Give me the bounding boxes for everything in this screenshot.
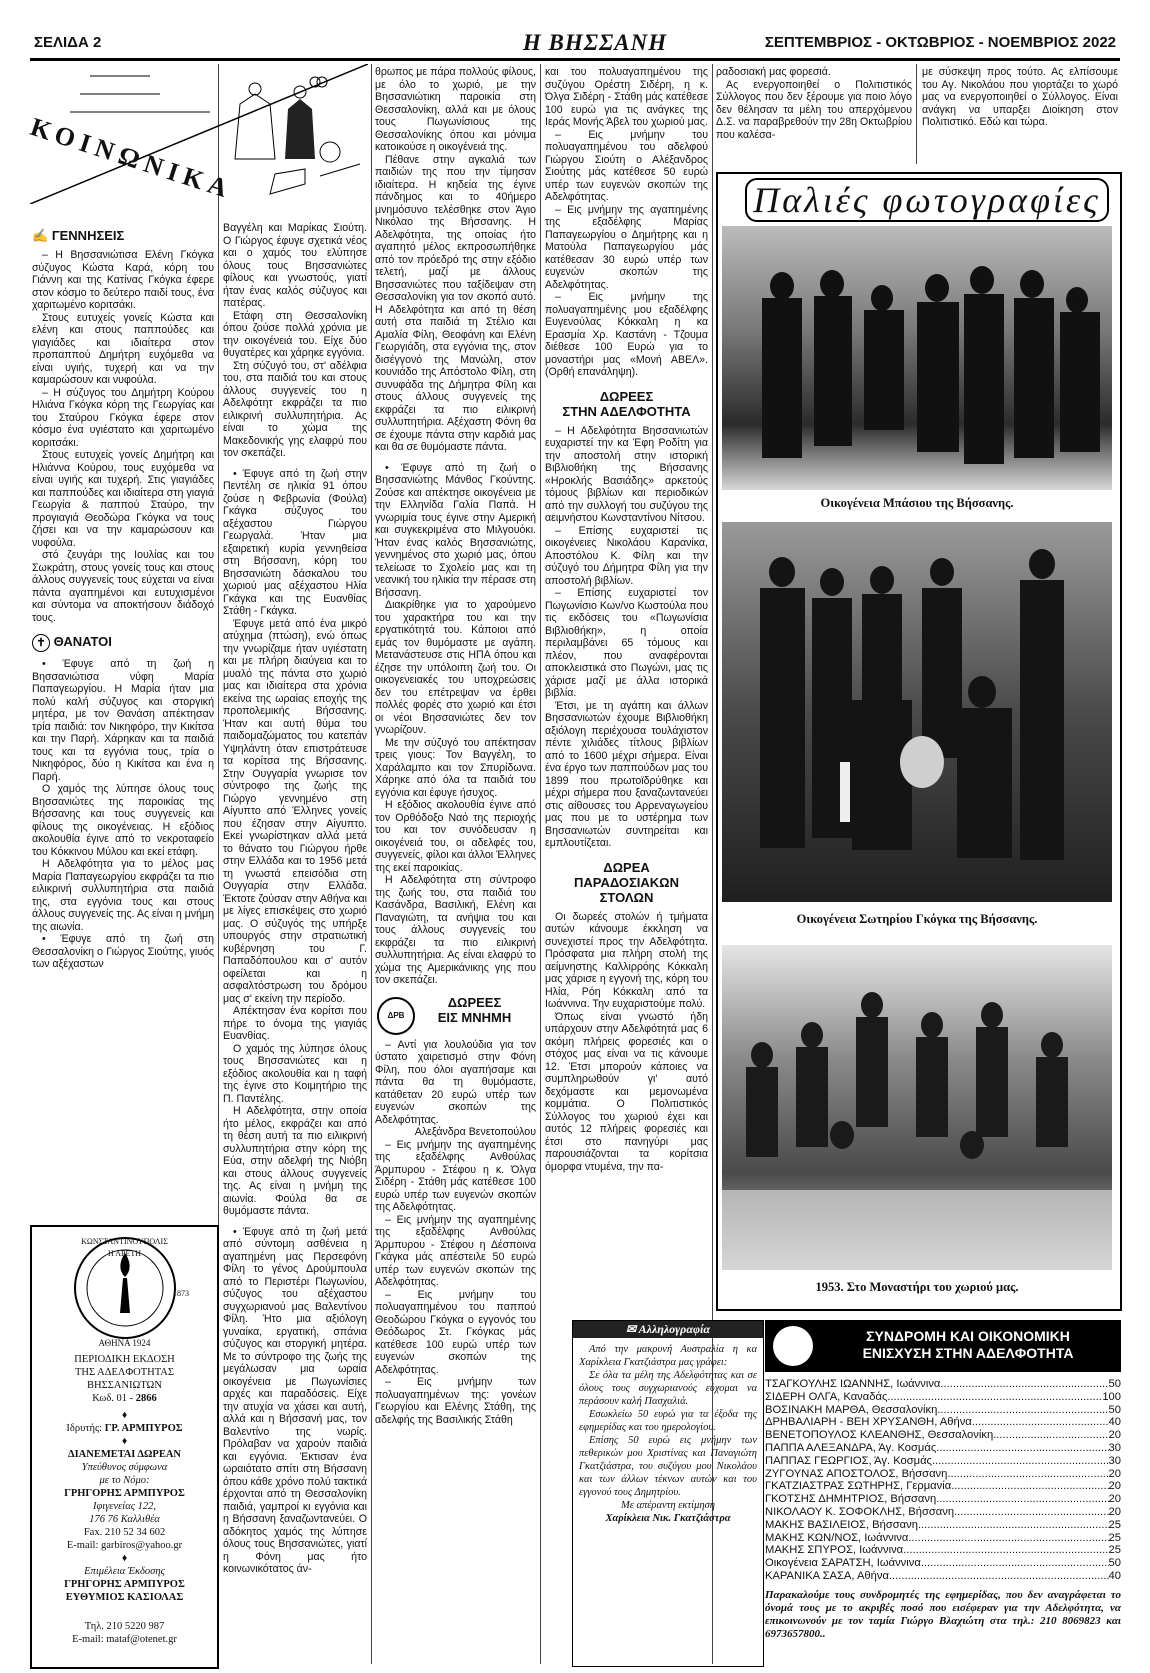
info-phone: Τηλ. 210 5220 987 xyxy=(84,1621,165,1632)
deaths-title: ΘΑΝΑΤΟΙ xyxy=(53,634,112,649)
subscriptions-note: Παρακαλούμε τους συνδρομητές της εφημερίδας, που δεν αναγράφεται το όνομά τους με το ακριβές ποσό που εισέφεραν για την Αδελφότητα, να επικοινωνούν με τον ταμία Γιώργο Βλαχιώτη στα τηλ.: 210 8069823 και 6973657800.. xyxy=(765,1588,1121,1640)
correspondence-box xyxy=(572,1320,764,1667)
leader-dots xyxy=(903,1544,1108,1557)
letter-signature: Χαρίκλεια Νικ. Γκατζιάστρα xyxy=(605,1513,731,1524)
article-paragraph: Όπως είναι γνωστό ήδη υπάρχουν στην Αδελφότητά μας 6 ακόμη πλήρεις φορεσιές και ο στόχος μας είναι να τις κάνουμε 12. Έτσι μπορούν κάποιες να συμπληρωθούν γι' αυτό δεχόμαστε και μεμονωμένα κομμάτια. Ο Πολιτιστικός Σύλλογος του χωριού έχει και αυτός 12 πλήρεις φορεσιές και έτσι στο πανηγύρι μας παρουσιάζονται τα κορίτσια όμορφα ντυμένα, την πα- xyxy=(545,1010,708,1173)
article-paragraph: Ο χαμός της λύπησε όλους τους Βησσανιώτες και η εξόδιος ακολουθία και η ταφή της έγινε στο Κοιμητήριο της Π. Παντέλης. xyxy=(223,1042,367,1105)
article-paragraph: Απέκτησαν ένα κορίτσι που πήρε το όνομα της γιαγιάς Ευανθίας. xyxy=(223,1005,367,1042)
leader-dots xyxy=(936,1442,1108,1455)
article-paragraph: Στους ευτυχείς γονείς Δημήτρη και Ηλιάννα Κούρου, τους ευχόμεθα να είναι υγιής και τυχερή. Στις γιαγιάδες και παππούδες και ιδιαίτερα στη γιαγιά Γεωργία & παππού Σταύρο, την προγιαγιά Θεοδώρα Γκόγκα να τους ζήσει και να την καμαρώσουν και νυφούλα. xyxy=(32,449,214,549)
info-divider: ♦ xyxy=(121,1436,128,1447)
banner-title: ΚΟΙΝΩΝΙΚΑ xyxy=(27,112,237,205)
article-paragraph: – Εις μνήμην της αγαπημένης της εξαδέλφης Ανθούλας Άρμπυρου - Στέφου η κ. Όλγα Σιδέρη - Στάθη μάς κατέθεσε 100 ευρώ υπέρ των ευγενών σκοπών της Αδελφότητας. xyxy=(375,1138,536,1213)
article-paragraph: Έφυγε μετά από ένα μικρό ατύχημα (πτώση), ενώ όπως την γνωρίζαμε ήταν υγιέστατη και με πλήρη διαύγεια και το μυαλό της πάντα στο χωριό μας και ιδιαίτερα στα χρόνια εκείνα της ωραίας εποχής της προπολεμικής Βήσσανης. Ήταν και αυτή θύμα του παιδομαζώματος του κατεπάν Υψηλάντη όταν επιστράτευσε τα κορίτσα της Βήσσανης. Στην Ουγγαρία γνωρισε τον σύντροφο της ζωής της Γιώργο γεννημένο στη Αίγυπτο από Έλληνες γονείς που έζησαν στην Αίγυπτο. Εκεί γνωρίστηκαν αλλά μετά το θάνατο του Γιώργου ήρθε στην Ελλάδα και το 1956 μετά τη γνωστά επεισόδια στη Ουγγαρία στην Ελλάδα. Έκτοτε ζούσαν στην Αθήνα και με λίγες επισκέψεις στο χωριό μας. Ο σύζυγός της υπήρξε υπουργός στην στρατιωτική κυβέρνηση του Γ. Παπαδόπουλου και σ' αυτόν οφείλεται και η ασφαλτόστρωση του δρόμου μας σ' εκείνη την περίοδο. xyxy=(223,617,367,1005)
subscription-amount: 20 xyxy=(1108,1429,1121,1442)
subscription-row xyxy=(765,1480,1121,1493)
article-paragraph: – Εις μνήμην της αγαπημένης της εξαδέλφης Ανθούλας Άρμπυρου - Στέφου η Δέσποινα Γκάγκα μάς απέστειλε 50 ευρώ υπέρ των ευγενών σκοπών της Αδελφότητας. xyxy=(375,1213,536,1288)
info-line: Υπεύθυνος σύμφωνα xyxy=(81,1462,168,1473)
subscription-amount: 30 xyxy=(1108,1454,1121,1467)
subscription-amount: 25 xyxy=(1108,1518,1121,1531)
column-3 xyxy=(375,66,536,1426)
subscription-amount: 40 xyxy=(1108,1416,1121,1429)
subscriber-name: ΠΑΠΠΑΣ ΓΕΩΡΓΙΟΣ, Άγ. Κοσμάς xyxy=(765,1454,932,1467)
section-title: ΔΩΡΕΑ xyxy=(603,859,650,875)
subscription-amount: 30 xyxy=(1108,1441,1121,1454)
subscriber-name: ΔΡΗΒΑΛΙΑΡΗ - ΒΕΗ ΧΡΥΣΑΝΘΗ, Αθήνα xyxy=(765,1416,972,1429)
article-paragraph: Ο χαμός της λύπησε όλους τους Βησσανιώτες της παροικίας της Βήσσανης και τους συγγενείς και φίλους της οικογένειας. Η εξόδιος ακολουθία έγινε από το νεκροταφείο του Κόκκινου Μύλου και εκεί ετάφη. xyxy=(32,783,214,858)
leader-dots xyxy=(889,1570,1109,1583)
subscription-amount: 25 xyxy=(1108,1544,1121,1557)
subscription-row xyxy=(765,1455,1121,1468)
family-photo-basios xyxy=(722,226,1112,490)
memorial-donations-heading xyxy=(375,995,536,1035)
subscriptions-list xyxy=(765,1378,1121,1583)
piggy-bank-icon xyxy=(773,1326,813,1366)
article-paragraph: Διακρίθηκε για το χαρούμενο του χαρακτήρα του και την εργατικότητά του. Κάποιοι από εμάς τον θυμόμαστε με αγάπη. Μετανάστευσε στις ΗΠΑ όπου και έζησε την υπόλοιπη ζωή του. Οι οικογενειακές του υποχρεώσεις δεν του επέτρεψαν να έρθει πολλές φορές στο χωριό και έτσι οι νέοι Βησσανιώτες δεν τον γνωρίζουν. xyxy=(375,599,536,736)
subscriber-name: ΓΚΟΤΣΗΣ ΔΗΜΗΤΡΙΟΣ, Βήσσανη xyxy=(765,1493,937,1506)
photo-figures xyxy=(722,522,1112,902)
subscription-row xyxy=(765,1468,1121,1481)
subscription-amount: 100 xyxy=(1102,1390,1121,1403)
article-paragraph: Ετάφη στη Θεσσαλονίκη όπου ζούσε πολλά χρόνια με την οικογένειά του. Είχε δύο θυγατέρες και χάρηκε εγγόνια. xyxy=(223,309,367,359)
info-email[interactable]: E-mail: garbiros@yahoo.gr xyxy=(66,1540,183,1551)
page-number: ΣΕΛΙΔΑ 2 xyxy=(34,34,102,51)
subscriber-name: ΜΑΚΗΣ ΚΩΝ/ΝΟΣ, Ιωάννινα xyxy=(765,1531,909,1544)
seal-year-founded: 1873 xyxy=(173,1289,189,1298)
article-paragraph: και του πολυαγαπημένου της συζύγου Ορέστη Σιδέρη, η κ. Όλγα Σιδέρη - Στάθη μάς κατέθεσε 100 ευρώ για τις ανάγκες της Ιεράς Μονής Άβελ του χωριού μας. xyxy=(545,66,708,128)
subscriber-name: ΜΑΚΗΣ ΒΑΣΙΛΕΙΟΣ, Βήσσανη xyxy=(765,1518,918,1531)
subscriber-name: ΓΚΑΤΖΙΑΣΤΡΑΣ ΣΩΤΗΡΗΣ, Γερμανία xyxy=(765,1480,952,1493)
leader-dots xyxy=(936,1493,1108,1506)
subscriber-name: ΜΑΚΗΣ ΣΠΥΡΟΣ, Ιωάννινα xyxy=(765,1544,904,1557)
article-paragraph: Η Αδελφότητα στη σύντροφο της ζωής του, στα παιδιά του Κασάνδρα, Βασιλική, Ελένη και Παναγιώτη, τα ανήψια του και τους άλλους συγγενείς του εκφράζει τα πιο ειλικρινή συλλυπητήρια. Ας είναι ελαφρύ το χώμα της Αμερικάνικης γης που τον σκεπάζει. xyxy=(375,874,536,986)
article-paragraph: Στους ευτυχείς γονείς Κώστα και ελένη και στους παππούδες και γιαγιάδες και ιδιαίτερα στον προπαππού Δημήτρη ευχόμεθα να είναι υγιής, τυχερή και να την καμαρώσουν και νυφούλα. xyxy=(32,311,214,386)
section-title: ΣΤΗΝ ΑΔΕΛΦΟΤΗΤΑ xyxy=(562,403,691,419)
section-title: ΔΩΡΕΕΣ xyxy=(599,388,654,404)
column-rule xyxy=(540,64,541,1664)
subscription-row xyxy=(765,1557,1121,1570)
letter-paragraph: Από την μακρυνή Αυστραλία η κα Χαρίκλεια Γκατζιάστρα μας γράφει: xyxy=(579,1344,757,1368)
subscription-row xyxy=(765,1532,1121,1545)
family-photo-gkogkas xyxy=(722,522,1112,902)
subscription-row xyxy=(765,1506,1121,1519)
envelope-icon: ✉ xyxy=(626,1322,639,1336)
info-line: 176 76 Καλλιθέα xyxy=(89,1514,160,1525)
info-founder xyxy=(32,1422,217,1435)
subscription-row xyxy=(765,1570,1121,1583)
info-line: Ιφιγενείας 122, xyxy=(93,1501,156,1512)
subscriber-name: ΚΑΡΑΝΙΚΑ ΣΑΣΑ, Αθήνα xyxy=(765,1569,889,1582)
social-news-banner xyxy=(27,64,368,205)
info-code xyxy=(32,1392,217,1405)
info-divider: ♦ xyxy=(121,1410,128,1421)
subscription-amount: 40 xyxy=(1108,1569,1121,1582)
leader-dots xyxy=(908,1532,1108,1545)
subscriber-name: ΖΥΓΟΥΝΑΣ ΑΠΟΣΤΟΛΟΣ, Βήσσανη xyxy=(765,1467,948,1480)
info-line: με το Νόμο: xyxy=(99,1475,150,1486)
subscription-amount: 20 xyxy=(1108,1467,1121,1480)
article-paragraph: με σύσκεψη προς τούτο. Ας ελπίσουμε του Αγ. Νικολάου που γιορτάζει το χωρό μας να ενεργοποιηθεί ο Σύλλογος. Είναι ανάγκη να υπαρξει Διοίκηση στον Πολιτιστικό. Εδώ και τώρα. xyxy=(922,66,1118,128)
info-line: ΓΡΗΓΟΡΗΣ ΑΡΜΠΥΡΟΣ xyxy=(64,1579,185,1590)
article-paragraph: – Εις μνήμην του πολυαγαπημένου του παππού Θεοδώρου Γκόγκα ο εγγονός του Θεόδωρος Στ. Γκόγκας μάς κατέθεσε 100 ευρώ υπέρ των ευγενών σκοπών της Αδελφότητας. xyxy=(375,1288,536,1376)
births-title: ΓΕΝΝΗΣΕΙΣ xyxy=(51,228,125,243)
article-paragraph: – Εις μνήμην του πολυαγαπημένου του αδελφού Γιώργου Σιούτη ο Αλέξανδρος Σιούτης μάς κατέθεσε 50 ευρώ υπέρ των ευγενών σκοπών της Αδελφότητας. xyxy=(545,128,708,203)
leader-dots xyxy=(921,1557,1109,1570)
hand-icon: ✍ xyxy=(32,228,52,243)
leader-dots xyxy=(932,1455,1109,1468)
leader-dots xyxy=(940,1378,1108,1391)
info-line: ΠΕΡΙΟΔΙΚΗ ΕΚΔΟΣΗ xyxy=(74,1354,175,1365)
leader-dots xyxy=(993,1429,1108,1442)
article-paragraph: • Έφυγε από τη ζωή ο Βησσανιώτης Μάνθος Γκούντης. Ζούσε και απέκτησε οικογένεια με την Ελληνίδα Γαλία Παπά. Η γνωριμία τους έγινε στην Αμερική και συγκεκριμένα στο Μιλγουόκι. Ήταν ένας καλός Βησσανιώτης, γεννημένος στο χωριό μας, όπου τελείωσε το Σχολείο μας και τη νεανική του ηλικία την πέρασε στη Βήσσανη. xyxy=(375,461,536,599)
subscription-row xyxy=(765,1429,1121,1442)
subscription-row xyxy=(765,1416,1121,1429)
article-paragraph: Βαγγέλη και Μαρίκας Σιούτη. Ο Γιώργος έφυγε σχετικά νέος και ο χαμός του ελύπησε όλους τους Βησσανιώτες φίλους και γνωστούς, γιατί ήταν ένας καλός σύζυγος και πατέρας. xyxy=(223,222,367,309)
subscription-row xyxy=(765,1493,1121,1506)
info-line: Επιμέλεια Έκδοσης xyxy=(84,1566,165,1577)
subscription-amount: 50 xyxy=(1108,1403,1121,1416)
subscriber-name: ΝΙΚΟΛΑΟΥ Κ. ΣΟΦΟΚΛΗΣ, Βήσσανη xyxy=(765,1505,955,1518)
subscription-amount: 20 xyxy=(1108,1480,1121,1493)
issue-date: ΣΕΠΤΕΜΒΡΙΟΣ - ΟΚΤΩΒΡΙΟΣ - ΝΟΕΜΒΡΙΟΣ 2022 xyxy=(764,34,1116,51)
subscription-amount: 50 xyxy=(1108,1557,1121,1570)
subscription-amount: 25 xyxy=(1108,1531,1121,1544)
article-paragraph: ραδοσιακή μας φορεσιά. xyxy=(716,66,831,78)
article-paragraph: • Έφυγε από τη ζωή μετά από σύντομη ασθένεια η αγαπημένη μας Περσεφόνη Φίλη το γένος Δρούμπουλα από το Περιστέρι Πωγωνίου, σύζυγος του αξέχαστου συγχωριανού μας Βαλεντίνου Φίλη. Ήτο μια αξιόλογη γυναίκα, εργατική, σπάνια σύζυγος και στοργική μητέρα. Με το σύντροφο της ζωής της μεγάλωσαν μια ωραία οικογένεια με Πωγωνίσιες αρχές και παραδόσεις. Είχε την ατυχία να χάσει και αυτή, αλλά και η Βήσσανή μας, τον Βαλεντίνο της νωρίς. Πρόλαβαν να χαρούν παιδιά και εγγόνια. Έκτισαν ένα ωραιότατο σπίτι στη Βήσσανη όπου κάθε χρόνο πολύ τακτικά έρχονται από τη Θεσσαλονίκη παιδιά, γαμπροί κι εγγόνια και η Βήσσανη ξαναζωντανεύει. Ο αδόκητος χαμός της λύπησε όλους τους Βησσανιώτες, γιατί η Φόνη μας ήτο κοινωνικότατος άν- xyxy=(223,1225,367,1575)
cross-icon: ✝ xyxy=(32,634,50,652)
subscriptions-title: ΕΝΙΣΧΥΣΗ ΣΤΗΝ ΑΔΕΛΦΟΤΗΤΑ xyxy=(862,1345,1074,1361)
article-paragraph: Ας ενεργοποιηθεί ο Πολιτιστικός Σύλλογος που δεν ξέρουμε για ποιο λόγο δεν θέλησαν τα μέλη του απερχόμενου Δ.Σ. να παραβρεθούν την 28η Οκτωβρίου που καλέσα- xyxy=(716,78,912,141)
photo-figures xyxy=(722,945,1112,1270)
leader-dots xyxy=(887,1391,1102,1404)
page-header xyxy=(30,30,1120,61)
column-6 xyxy=(922,66,1118,129)
info-line: ΕΥΘΥΜΙΟΣ ΚΑΣΙΟΛΑΣ xyxy=(65,1592,184,1603)
letter-paragraph: Επίσης 50 ευρώ εις μνήμην των πεθερικών μου Χριστίνας και Παναγιώτη Γκατζιάστρα, του συζύγου μου Νικολάου και των άλλων τέκνων αυτών και του εγγονού τους Δημητρίου. xyxy=(579,1435,757,1498)
subscriber-name: Οικογένεια ΣΑΡΑΤΣΗ, Ιωάννινα xyxy=(765,1557,921,1570)
info-line: ΔΙΑΝΕΜΕΤΑΙ ΔΩΡΕΑΝ xyxy=(67,1449,182,1460)
subscriber-name: ΣΙΔΕΡΗ ΟΛΓΑ, Καναδάς xyxy=(765,1390,888,1403)
subscriber-name: ΒΟΣΙΝΑΚΗ ΜΑΡΘΑ, Θεσσαλονίκη xyxy=(765,1403,938,1416)
article-paragraph: Στη σύζυγό του, στ' αδέλφια του, στα παιδιά του και στους άλλους συγγενείς του η Αδελφότητ εκφράζει τα πιο ειλικρινή συλλυπητήρια. Ας είναι το χώμα της Μακεδονικής γης ελαφρύ που τον σκεπάζει. xyxy=(223,359,367,459)
subscriber-name: ΒΕΝΕΤΟΠΟΥΛΟΣ ΚΛΕΑΝΘΗΣ, Θεσσαλονίκη xyxy=(765,1429,994,1442)
publication-info-box xyxy=(30,1225,219,1669)
article-paragraph: Οι δωρεές στολών ή τμήματα αυτών κάνουμε έκκληση να συνεχιστεί προς την Αδελφότητα. Πρόσφατα μια πλήρη στολή της αείμνηστης Καλλιρρόης Κόκκαλη μας χάρισε η εγγονή της, κόρη του Ηλία, Ρόη Κόκκαλη από τα Ιωάννινα. Την ευχαριστούμε πολύ. xyxy=(545,910,708,1010)
seal-text-virtue: Η ΑΡΕΤΗ xyxy=(107,1249,142,1258)
article-paragraph: – Εις μνήμην της αγαπημένης της εξαδέλφης Μαρίας Παπαγεωργίου ο Δημήτρης και η Ματούλα Παπαγεωργίου μάς κατέθεσαν 30 ευρώ υπέρ των ευγενών σκοπών της Αδελφότητας. xyxy=(545,203,708,291)
logo-letters: ΔΡΒ xyxy=(387,1010,405,1020)
column-1 xyxy=(32,222,214,971)
column-2 xyxy=(223,222,367,1576)
article-paragraph: Πέθανε στην αγκαλιά των παιδιών της που την τίμησαν ιδιαίτερα. Η κηδεία της έγινε πάνδημος και το 40ήμερο μνημόσυνο τελέσθηκε στον Άγιο Νικόλαο της Βήσσανης. Η Αδελφότητα, της οποίας ήτο αγαπητό μέλος εκπροσωπήθηκε από τον πρόεδρό της στην εξόδιο τελετή, μαζί με άλλους Βησσανιώτες που ταξίδεψαν στη Θεσσαλονίκη για τον σκοπό αυτό. Η Αδελφότητα και από τη θέση αυτή στα παιδιά τη Στέλιο και Αμαλία Φίλη, Θεοφάνη και Ελένη Γεωργιάδη, στα εγγόνια της, στον δισέγγονό της Μανώλη, στον κουνιάδο της Απόστολο Φίλη, στη συνυφάδα της Δήμητρα Φίλη και στους άλλους συγγενείς της εκφράζει τα πιο ειλικρινή συλλυπητήρια. Αξέχαστη Φόνη θα σε έχουμε πάντα στην καρδιά μας και θα σε θυμόμαστε πάντα. xyxy=(375,153,536,453)
leader-dots xyxy=(918,1519,1109,1532)
subscriber-name: ΤΣΑΓΚΟΥΛΗΣ ΙΩΑΝΝΗΣ, Ιωάννινα xyxy=(765,1378,941,1390)
article-paragraph: – Επίσης ευχαριστεί τον Πωγωνίσιο Κων/νο Κωστούλα που τις εκδόσεις του «Πωγωνίσια Βιβλιοθήκη», η οποία περιλαμβάνει 65 τόμους και πλέον, που αναφέρονται αποκλειστικά στο Πωγώνι, μας τις χάρισε μαζί με άλλα ιστορικά βιβλία. xyxy=(545,587,708,699)
subscriber-name: ΠΑΠΠΑ ΑΛΕΞΑΝΔΡΑ, Άγ. Κοσμάς xyxy=(765,1441,937,1454)
column-4 xyxy=(545,66,708,1173)
seal-text-top: ΚΩΝΣΤΑΝΤΙΝΟΥΠΟΛΙΣ xyxy=(81,1237,168,1246)
photo-caption: Οικογένεια Μπάσιου της Βήσσανης. xyxy=(820,496,1014,510)
founder-label: Ιδρυτής: xyxy=(66,1423,105,1434)
article-paragraph: • Έφυγε από τη ζωή στην Πεντέλη σε ηλικία 91 όπου ζούσε η Φεβρωνία (Φούλα) Γκάγκα σύζυγος του αξέχαστου Γιώργου Γεωργαλά. Ήταν μια εξαιρετική κυρία γεννηθείσα στη Βήσσανη, κόρη του Βησσανιώτη δάσκαλου του χωριού μας αξέχαστου Ηλία Γκάγκα και της Ευανθίας Στάθη - Γκάγκα. xyxy=(223,467,367,617)
article-paragraph: – Η Βησσανιώτισα Ελένη Γκόγκα σύζυγος Κώστα Καρά, κόρη του Γιάννη και της Κατίνας Γκόγκα έφερε στον κόσμο το δεύτερο παιδί τους, ένα χαριτωμένο κοριτσάκι. xyxy=(32,249,214,311)
letter-paragraph: Εσωκλείω 50 ευρώ για τα έξοδα της εφημερίδας και του ημερολογίου. xyxy=(579,1409,757,1433)
subscriptions-section xyxy=(765,1320,1121,1641)
article-paragraph: – Αντί για λουλούδια για τον ύστατο χαιρετισμό στην Φόνη Φίλη, που όλοι αγαπήσαμε και πάντα θα τη θυμόμαστε, κατάθεταν 20 ευρώ υπέρ των ευγενών σκοπών της Αδελφότητας. xyxy=(375,1038,536,1126)
photo-caption: 1953. Στο Μοναστήρι του χωριού μας. xyxy=(815,1280,1019,1294)
leader-dots xyxy=(954,1506,1108,1519)
leader-dots xyxy=(951,1480,1108,1493)
column-rule xyxy=(371,64,372,1664)
subscription-row xyxy=(765,1519,1121,1532)
correspondence-title-text: Αλληλογραφία xyxy=(638,1322,710,1336)
subscriptions-title: ΣΥΝΔΡΟΜΗ ΚΑΙ ΟΙΚΟΝΟΜΙΚΗ xyxy=(866,1328,1070,1344)
article-paragraph: Η Αδελφότητα, στην οποία ήτο μέλος, εκφράζει και από τη θέση αυτή τα πιο ειλικρινή συλλυπητήρια στην κόρη της Εύα, στην αδελφή της Νιόβη και στους άλλους συγγενείς της. Ας είναι η μνήμη της αιωνία. Φούλα θα σε θυμόμαστε πάντα. xyxy=(223,1105,367,1217)
article-paragraph: Η εξόδιος ακολουθία έγινε από τον Ορθόδοξο Ναό της περιοχής του και τον συνόδευσαν η οικογένειά του, οι αδελφές του, συγγενείς, φίλοι και άλλοι Έλληνες της εκεί παροικίας. xyxy=(375,799,536,874)
article-paragraph: – Η σύζυγος του Δημήτρη Κούρου Ηλιάνα Γκόγκα κόρη της Γεωργίας και του Σταύρου Γκόγκα έφερε στον κόσμο ένα υγιέστατο και χαριτωμένο κοριτσάκι. xyxy=(32,386,214,449)
article-paragraph: – Εις μνήμην των πολυαγαπημένων της: γονέων Γεωργίου και Ελένης Στάθη, της αδελφής της Βασιλικής Στάθη xyxy=(375,1376,536,1426)
association-logo-icon xyxy=(377,997,415,1035)
correspondence-title xyxy=(573,1321,763,1338)
section-title: ΠΑΡΑΔΟΣΙΑΚΩΝ xyxy=(574,874,679,890)
subscription-row xyxy=(765,1391,1121,1404)
letter-paragraph: Σε όλα τα μέλη της Αδελφότητας και σε όλους τους συγχωριανούς εύχομαι να περάσουν καλή Πασχαλιά. xyxy=(579,1370,757,1407)
column-5 xyxy=(716,66,912,141)
section-title: ΣΤΟΛΩΝ xyxy=(599,889,654,905)
letter-signoff: Με απέραντη εκτίμηση xyxy=(621,1500,715,1511)
monastery-photo-1953 xyxy=(722,945,1112,1270)
article-paragraph: – Επίσης ευχαριστεί τις οικογένειες Νικολάου Καρανίκα, Αποστόλου Κ. Φίλη και την σύζυγό του Δήμητρα Φίλη για την αποστολή βιβλίων. xyxy=(545,524,708,587)
subscriptions-header xyxy=(765,1320,1121,1372)
subscription-row xyxy=(765,1404,1121,1417)
subscription-row xyxy=(765,1544,1121,1557)
article-paragraph: θρωπος με πάρα πολλούς φίλους, με όλο το χωριό, με την Βησσανιώτικη παροικία στη Θεσσαλονίκη, αλλά και με όλους τους Πωγωνίσιους της Θεσσαλονίκης όπου και μόνιμα κατοικούσε η οικογένειά της. xyxy=(375,66,536,153)
subscription-amount: 20 xyxy=(1108,1505,1121,1518)
section-title: ΔΩΡΕΕΣ xyxy=(447,994,502,1010)
subscription-amount: 50 xyxy=(1108,1378,1121,1390)
section-title: ΕΙΣ ΜΝΗΜΗ xyxy=(437,1009,512,1025)
founder-name: ΓΡ. ΑΡΜΠΥΡΟΣ xyxy=(104,1423,183,1434)
info-divider: ♦ xyxy=(121,1553,128,1564)
photo-caption: Οικογένεια Σωτηρίου Γκόγκα της Βήσσανης. xyxy=(796,912,1038,926)
leader-dots xyxy=(947,1468,1108,1481)
leader-dots xyxy=(972,1416,1109,1429)
old-photos-title: Παλιές φωτογραφίες xyxy=(745,178,1109,222)
info-fax: Fax. 210 52 34 602 xyxy=(83,1527,166,1538)
subscription-amount: 20 xyxy=(1108,1493,1121,1506)
seal-text-bottom: ΑΘΗΝΑ 1924 xyxy=(98,1338,151,1348)
info-line: ΒΗΣΣΑΝΙΩΤΩΝ xyxy=(87,1380,162,1391)
subscription-row xyxy=(765,1378,1121,1391)
newspaper-title: Η ΒΗΣΣΑΝΗ xyxy=(522,30,668,55)
article-paragraph: • Έφυγε από τη ζωή στη Θεσσαλονίκη ο Γιώργος Σιούτης, γιυός των αξέχαστων xyxy=(32,933,214,970)
article-paragraph: Με την σύζυγό του απέκτησαν τρεις γιους: Τον Βαγγέλη, το Χαράλαμπο και τον Σπυρίδωνα. Χάρηκε από όλα τα παιδιά του εγγόνια και έφυγε ήσυχος. xyxy=(375,736,536,799)
article-paragraph: • Έφυγε από τη ζωή η Βησσανιώτισα νύφη Μαρία Παπαγεωργίου. Η Μαρία ήταν μια πολύ καλή σύζυγος και στοργική μητέρα, με τον Θανάση απέκτησαν τρία παιδιά: τον Νικηφόρο, την Κικίτσα και την Παρή. Χάρηκαν και τα παιδιά τους και τα εγγόνια τους, τρία ο Νικηφόρος, δύο η Κικίτσα και ένα η Παρή. xyxy=(32,658,214,783)
article-paragraph: στό ζευγάρι της Ιουλίας και του Σωκράτη, στους γονείς τους και στους άλλους συγγενείς τους εύχεται να είναι πάντα αγαπημένοι και ευτυχισμένοι και σύντομα να αποκτήσουν διάδοχό τους. xyxy=(32,549,214,624)
photo-figures xyxy=(722,226,1112,490)
info-code-label: Κωδ. 01 - xyxy=(92,1393,136,1404)
article-paragraph: – Εις μνήμην της πολυαγαπημένης μου εξαδέλφης Ευγενούλας Κόκκαλη η κα Ερασμία Χρ. Καστάνη - Τζουμα διέθεσε 100 Ευρώ για το μοναστήρι μας «Μονή ΑΒΕΛ». (Ορθή επανάληψη). xyxy=(545,291,708,378)
info-email[interactable]: E-mail: mataf@otenet.gr xyxy=(72,1634,177,1645)
info-line: ΓΡΗΓΟΡΗΣ ΑΡΜΠΥΡΟΣ xyxy=(64,1488,185,1499)
article-paragraph: Αλεξάνδρα Βενετοπούλου xyxy=(414,1126,536,1138)
leader-dots xyxy=(937,1404,1108,1417)
info-line: ΤΗΣ ΑΔΕΛΦΟΤΗΤΑΣ xyxy=(74,1367,175,1378)
article-paragraph: – Η Αδελφότητα Βησσανιωτών ευχαριστεί την κα Έφη Ροδίτη για την αποστολή στην ιστορική Βιβλιοθήκη της Βήσσανης «Ηροκλής Βασιάδης» αρκετούς τόμους βιβλίων και περιοδικών από την συλλογή του συζύγου της αειμνήστου Κωνσταντίνου Νίτσου. xyxy=(545,424,708,524)
subscription-row xyxy=(765,1442,1121,1455)
article-paragraph: Έτσι, με τη αγάπη και άλλων Βησσανιωτών έχουμε Βιβλιοθήκη αξιόλογη περιέχουσα τουλάχιστον πέντε χιλιάδες τίτλους βιβλίων από το 1600 μέχρι σήμερα. Είναι ένα έργο των παππούδων μας του 1899 που πρωτοϊδρύθηκε και μέχρι σήμερα που ξαναζωντανεύει στις αίθουσες του Αρρεναγωγείου μας που με το υστέρημα των Βησσανιωτών συντηρείται και εμπλουτίζεται. xyxy=(545,699,708,849)
info-code-value: 2866 xyxy=(135,1393,157,1404)
article-paragraph: Η Αδελφότητα για το μέλος μας Μαρία Παπαγεωργίου εκφράζει τα πιο ειλικρινή συλλυπητήρια στα παιδιά της, στα εγγόνια τους και στους άλλους συγγενείς της. Ας είναι η μνήμη της αιωνία. xyxy=(32,858,214,933)
column-rule xyxy=(916,64,917,164)
